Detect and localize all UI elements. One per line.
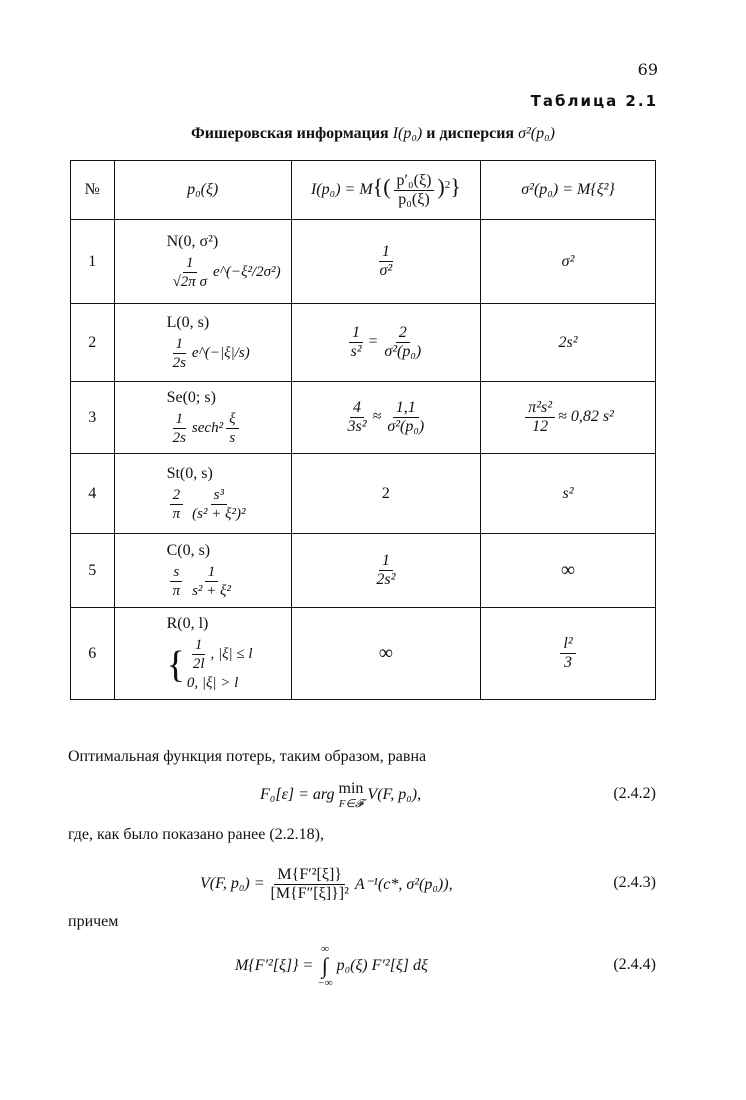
density-cell: C(0, s) $\frac{s}{\pi}$ $\frac{1}{\text{s² + ξ²}}$ (114, 534, 291, 608)
equation-number: (2.4.3) (613, 874, 656, 891)
row-number: 2 (71, 304, 115, 382)
caption-mid: и дисперсия (426, 125, 515, 142)
density-cell: R(0, l) { $\frac{1}{2l}$ , |ξ| ≤ l 0, |ξ| > l (114, 608, 291, 700)
header-density: p₀(ξ) (114, 161, 291, 220)
fisher-information-table (70, 160, 656, 700)
table-row (71, 454, 656, 534)
density-cell: N(0, σ²) $\frac{1}{\text{√2π σ}}$ e^(−ξ²/2σ²) (114, 220, 291, 304)
variance-cell: $\frac{\text{l²}}{3}$ (481, 608, 656, 700)
caption-var-symbol: σ²(p₀) (518, 125, 555, 142)
paragraph-2: где, как было показано ранее (2.2.18), (68, 826, 324, 843)
table-row (71, 534, 656, 608)
equation-2-4-4: M{F′²[ξ]} = ∞ ∫ −∞ p₀(ξ) F′²[ξ] dξ (2.4.4) (235, 943, 656, 989)
row-number: 1 (71, 220, 115, 304)
info-cell: 2 (291, 454, 480, 534)
caption-text: Фишеровская информация (191, 125, 389, 142)
paragraph-3: причем (68, 913, 119, 930)
variance-cell: σ² (481, 220, 656, 304)
info-cell: $\frac{1}{\text{2s²}}$ (291, 534, 480, 608)
table-label: Таблица 2.1 (530, 92, 658, 110)
variance-cell: $\frac{\text{π²s²}}{12}$ ≈ 0,82 s² (481, 382, 656, 454)
equation-2-4-2: F₀[ε] = arg min F∈𝓕 V(F, p₀), (2.4.2) (260, 780, 656, 810)
density-cell: St(0, s) $\frac{2}{\pi}$ $\frac{\text{s³}}{\text{(s² + ξ²)²}}$ (114, 454, 291, 534)
row-number: 6 (71, 608, 115, 700)
info-cell: $\frac{1}{\text{σ²}}$ (291, 220, 480, 304)
row-number: 3 (71, 382, 115, 454)
info-cell: ∞ (291, 608, 480, 700)
row-number: 4 (71, 454, 115, 534)
table-row (71, 382, 656, 454)
header-info-fraction: $\frac{\text{p′₀(ξ)}}{\text{p₀(ξ)}}$ (394, 172, 435, 209)
header-info-lhs: I(p₀) = M (310, 180, 373, 198)
info-cell: $\frac{1}{\text{s²}}$ = $\frac{2}{\text{σ²(p₀)}}$ (291, 304, 480, 382)
row-number: 5 (71, 534, 115, 608)
header-number: № (71, 161, 115, 220)
equation-2-4-3: V(F, p₀) = $\frac{\text{M\{F′²[ξ]\}}}{\text{[M\{F″[ξ]\}]²}}$ A⁻¹(c*, σ²(p₀)), (2.4.3) (200, 865, 656, 902)
page-number: 69 (637, 60, 658, 79)
table-caption (0, 125, 746, 143)
equation-number: (2.4.4) (613, 956, 656, 973)
density-cell: Se(0; s) $\frac{1}{2s}$ sech² $\frac{\xi}{s}$ (114, 382, 291, 454)
paragraph-1: Оптимальная функция потерь, таким образом, равна (68, 748, 427, 765)
density-cell: L(0, s) $\frac{1}{2s}$ e^(−|ξ|/s) (114, 304, 291, 382)
equation-number: (2.4.2) (613, 785, 656, 802)
variance-cell: 2s² (481, 304, 656, 382)
variance-cell: ∞ (481, 534, 656, 608)
table-row (71, 220, 656, 304)
table-row (71, 608, 656, 700)
info-cell: $\frac{4}{\text{3s²}}$ ≈ $\frac{1,1}{\text{σ²(p₀)}}$ (291, 382, 480, 454)
header-variance: σ²(p₀) = M{ξ²} (481, 161, 656, 220)
variance-cell: s² (481, 454, 656, 534)
caption-info-symbol: I(p₀) (392, 125, 423, 142)
table-header-row (71, 161, 656, 220)
table-row (71, 304, 656, 382)
header-fisher-info: I(p₀) = M{( $\frac{\text{p′₀(ξ)}}{\text{p₀(ξ)}}$ )$^2$} (291, 161, 480, 220)
